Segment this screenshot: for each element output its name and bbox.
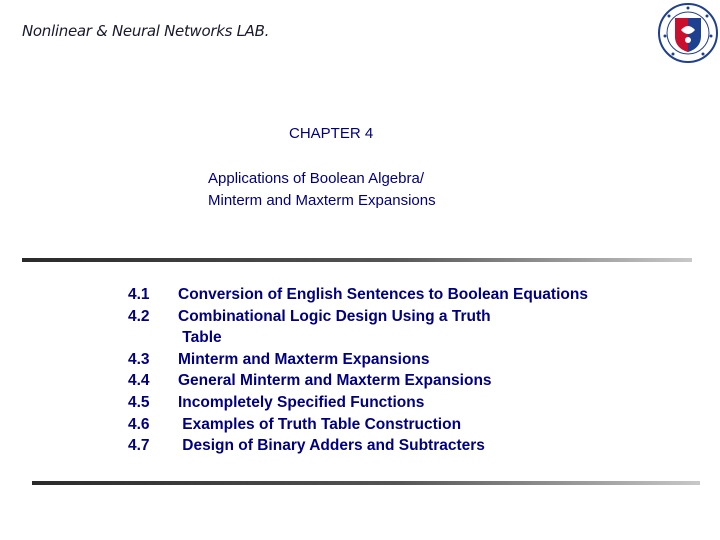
table-of-contents xyxy=(128,284,588,457)
toc-item-number: 4.2 xyxy=(128,307,150,325)
toc-item xyxy=(128,349,588,371)
toc-item-number: 4.5 xyxy=(128,393,150,411)
toc-item-title: Examples of Truth Table Construction xyxy=(178,415,462,433)
toc-item-title: Table xyxy=(178,329,222,347)
toc-item-number: 4.7 xyxy=(128,437,150,455)
toc-item-title: General Minterm and Maxterm Expansions xyxy=(178,372,492,390)
toc-item xyxy=(128,284,588,306)
chapter-title: CHAPTER 4 xyxy=(289,125,374,142)
university-seal-icon xyxy=(657,2,719,64)
toc-item xyxy=(128,370,588,392)
bottom-divider xyxy=(32,481,700,485)
subtitle-line-2: Minterm and Maxterm Expansions xyxy=(208,192,436,209)
toc-item xyxy=(128,306,588,328)
top-divider xyxy=(22,258,692,262)
chapter-subtitle xyxy=(208,168,436,212)
toc-item xyxy=(128,327,588,349)
toc-item-title: Design of Binary Adders and Subtracters xyxy=(178,437,485,455)
toc-item-title: Incompletely Specified Functions xyxy=(178,393,425,411)
toc-item xyxy=(128,392,588,414)
toc-item-number: 4.1 xyxy=(128,286,150,303)
toc-item-number: 4.4 xyxy=(128,372,150,390)
lab-name-header: Nonlinear & Neural Networks LAB. xyxy=(22,22,270,40)
toc-item xyxy=(128,414,588,436)
toc-item-title: Minterm and Maxterm Expansions xyxy=(178,350,430,368)
toc-item-number: 4.3 xyxy=(128,350,150,368)
toc-item-number: 4.6 xyxy=(128,415,150,433)
toc-item-number xyxy=(128,327,178,349)
toc-item-title: Conversion of English Sentences to Boolean Equations xyxy=(178,286,588,303)
toc-item-title: Combinational Logic Design Using a Truth xyxy=(178,307,491,325)
toc-item xyxy=(128,435,588,457)
subtitle-line-1: Applications of Boolean Algebra/ xyxy=(208,170,424,187)
